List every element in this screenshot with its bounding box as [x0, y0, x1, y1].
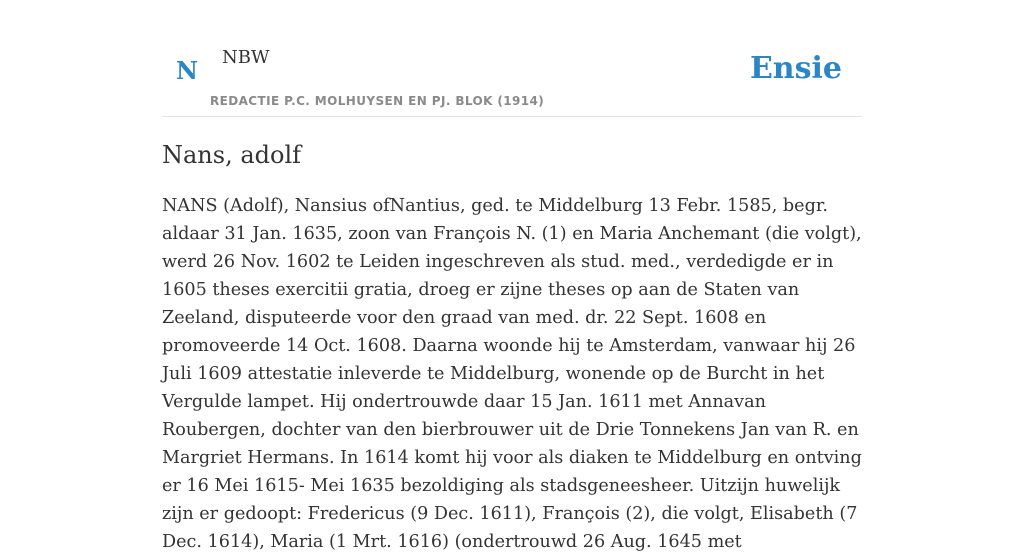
article-body: NANS (Adolf), Nansius ofNantius, ged. te Middelburg 13 Febr. 1585, begr. aldaar 31 Jan. 1635, zoon van François N. (1) en Maria Anchemant (die volgt), werd 26 Nov. 1602 te Leiden ingeschreven als stud. med., verdedigde er in 1605 theses exercitii gratia, droeg er zijne theses op aan de Staten van Zeeland, disputeerde voor den graad van med. dr. 22 Sept. 1608 en promoveerde 14 Oct. 1608. Daarna woonde hij te Amsterdam, vanwaar hij 26 Juli 1609 attestatie inleverde te Middelburg, wonende op de Burcht in het Vergulde lampet. Hij ondertrouwde daar 15 Jan. 1611 met Annavan Roubergen, dochter van den bierbrouwer uit de Drie Tonnekens Jan van R. en Margriet Hermans. In 1614 komt hij voor als diaken te Middelburg en ontving er 16 Mei 1615- Mei 1635 bezoldiging als stadsgeneesheer. Uitzijn huwelijk zijn er gedoopt: Fredericus (9 Dec. 1611), François (2), die volgt, Elisabeth (7 Dec. 1614), Maria (1 Mrt. 1616) (ondertrouwd 26 Aug. 1645 met	[162, 196, 862, 552]
brand-logo-link[interactable]: Ensie	[749, 51, 842, 86]
source-subtitle: REDACTIE P.C. MOLHUYSEN EN PJ. BLOK (1914)	[210, 94, 545, 108]
article-title: Nans, adolf	[162, 141, 302, 169]
page	[162, 0, 862, 552]
source-header	[162, 0, 862, 117]
source-name[interactable]: NBW	[222, 47, 270, 68]
source-logo[interactable]: N	[176, 56, 198, 85]
